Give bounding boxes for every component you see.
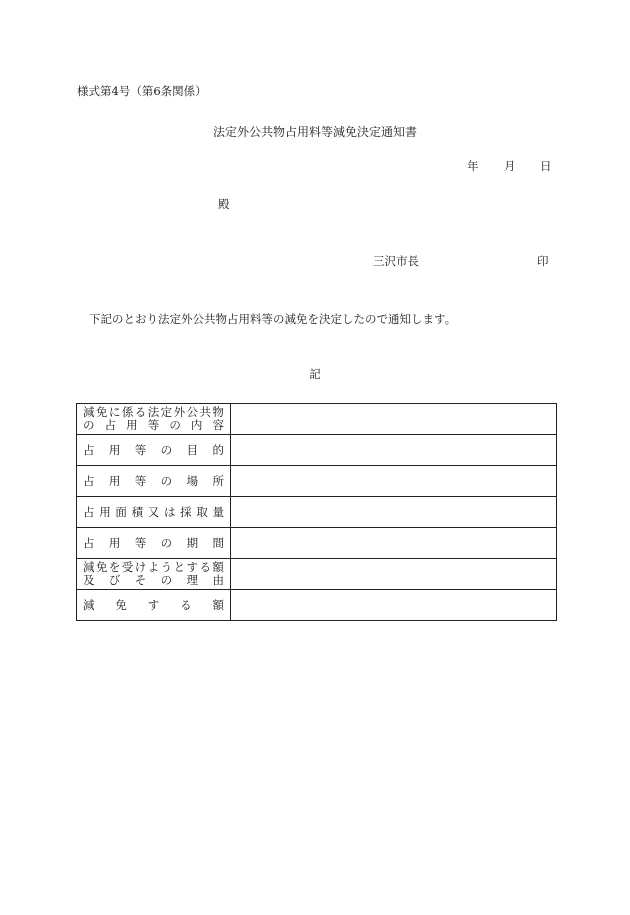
- row-label: 減 免 す る 額: [83, 598, 224, 612]
- row-label: 及 び そ の 理 由: [83, 573, 224, 587]
- row-value-cell: [231, 590, 557, 621]
- form-number: 様式第4号（第6条関係）: [77, 84, 207, 98]
- row-label-cell: [77, 497, 231, 528]
- row-value-cell: [231, 404, 557, 435]
- table-row: [77, 435, 557, 466]
- row-label-cell: [77, 528, 231, 559]
- row-label: 占 用 等 の 目 的: [83, 443, 224, 457]
- body-text: 下記のとおり法定外公共物占用料等の減免を決定したので通知します。: [89, 312, 457, 326]
- date-year-label: 年: [467, 159, 479, 173]
- details-table: [76, 403, 557, 621]
- table-row: [77, 559, 557, 590]
- row-label: 減 免 を 受 け よ う と す る 額: [83, 559, 224, 574]
- row-label-cell: [77, 404, 231, 435]
- table-row: [77, 466, 557, 497]
- issuer-name: 三沢市長: [373, 254, 419, 268]
- table-row: [77, 528, 557, 559]
- row-label-cell: [77, 466, 231, 497]
- row-label: 占 用 等 の 期 間: [83, 536, 224, 550]
- row-label-cell: [77, 435, 231, 466]
- row-value-cell: [231, 466, 557, 497]
- addressee-suffix: 殿: [218, 197, 230, 211]
- row-label: の 占 用 等 の 内 容: [83, 418, 224, 432]
- date-day-label: 日: [540, 159, 552, 173]
- row-label-cell: [77, 590, 231, 621]
- date-month-label: 月: [504, 159, 516, 173]
- row-label-cell: [77, 559, 231, 590]
- ki-heading: 記: [309, 367, 321, 381]
- row-value-cell: [231, 497, 557, 528]
- table-row: [77, 590, 557, 621]
- row-label: 占 用 等 の 場 所: [83, 474, 224, 488]
- row-label: 減 免 に 係 る 法 定 外 公 共 物: [83, 404, 224, 419]
- table-row: [77, 404, 557, 435]
- row-label: 占 用 面 積 又 は 採 取 量: [83, 505, 224, 519]
- row-value-cell: [231, 435, 557, 466]
- row-value-cell: [231, 528, 557, 559]
- row-value-cell: [231, 559, 557, 590]
- seal-mark: 印: [537, 254, 549, 268]
- document-title: 法定外公共物占用料等減免決定通知書: [212, 125, 417, 139]
- table-row: [77, 497, 557, 528]
